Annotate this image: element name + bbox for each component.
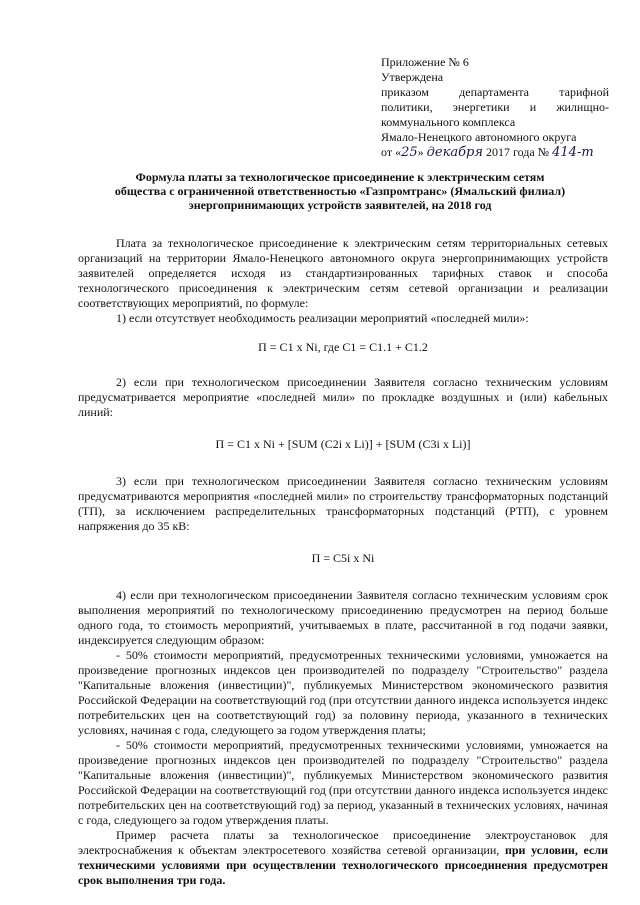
order-line-1: приказом департамента тарифной [381, 85, 609, 99]
date-prefix: от « [381, 145, 402, 159]
approved-label: Утверждена [381, 70, 444, 84]
case-1-paragraph: 1) если отсутствует необходимость реализации мероприятий «последней мили»: [116, 311, 529, 325]
date-mid: » [417, 145, 424, 159]
order-line-2: политики, энергетики и жилищно- [381, 100, 609, 114]
document-title [90, 170, 590, 212]
order-line-4: Ямало-Ненецкого автономного округа [381, 130, 577, 144]
order-date-line [381, 145, 609, 160]
example-paragraph [78, 828, 608, 888]
title-line-3: энергопринимающих устройств заявителей, на 2018 год [188, 198, 492, 212]
order-line-3: коммунального комплекса [381, 115, 516, 129]
example-text: Пример расчета платы за технологическое присоединение электроустановок для электроснабжения к объектам электросетевого хозяйства сетевой организации, [78, 828, 608, 857]
indexation-bullet-2: - 50% стоимости мероприятий, предусмотренных техническими условиями, умножается на произведение прогнозных индексов цен производителей по подразделу "Строительство" раздела "Капитальные вложения (инвестиции)", публикуемых Министерством экономического развития Российской Федерации на соответствующий год (при отсутствии данного индекса используется индекс потребительских цен на соответствующий год) за период, указанный в технических условиях, начиная с года, следующего за годом утверждения платы. [78, 738, 608, 827]
handwritten-day: 25 [401, 145, 418, 160]
approval-block [381, 55, 609, 160]
appendix-number: Приложение № 6 [381, 55, 469, 69]
date-year: 2017 года № [485, 145, 550, 159]
formula-1: П = С1 х Ni, где С1 = С1.1 + С1.2 [258, 340, 428, 354]
title-line-1: Формула платы за технологическое присоединение к электрическим сетям [135, 170, 545, 184]
handwritten-order-number: 414-т [552, 145, 594, 160]
case-4-paragraph: 4) если при технологическом присоединении Заявителя согласно техническим условиям срок выполнения мероприятий по технологическому присоединению предусмотрен на период больше одного года, то стоимость мероприятий, учитываемых в плате, рассчитанной в год подачи заявки, индексируется следующим образом: [78, 588, 608, 647]
document-body [78, 236, 608, 888]
example-bold-text: при условии, если техническими условиями при осуществлении технологического присоединения предусмотрен срок выполнения три года. [78, 843, 608, 887]
case-2-paragraph: 2) если при технологическом присоединении Заявителя согласно техническим условиям предусматривается мероприятие «последней мили» по прокладке воздушных и (или) кабельных линий: [78, 375, 608, 419]
formula-2: П = С1 х Ni + [SUM (С2i х Li)] + [SUM (С3i х Li)] [215, 437, 471, 451]
case-3-paragraph: 3) если при технологическом присоединении Заявителя согласно техническим условиям предусматриваются мероприятия «последней мили» по строительству трансформаторных подстанций (ТП), за исключением распределительных трансформаторных подстанций (РТП), с уровнем напряжения до 35 кВ: [78, 474, 608, 533]
handwritten-month: декабря [426, 145, 483, 160]
indexation-bullet-1: - 50% стоимости мероприятий, предусмотренных техническими условиями, умножается на произведение прогнозных индексов цен производителей по подразделу "Строительство" раздела "Капитальные вложения (инвестиции)", публикуемых Министерством экономического развития Российской Федерации на соответствующий год (при отсутствии данного индекса используется индекс потребительских цен на соответствующий год) за половину периода, указанного в технических условиях, начиная с года, следующего за годом утверждения платы; [78, 648, 608, 737]
intro-paragraph: Плата за технологическое присоединение к электрическим сетям территориальных сетевых организаций на территории Ямало-Ненецкого автономного округа энергопринимающих устройств заявителей определяется исходя из стандартизированных тарифных ставок и способа технологического присоединения к электрическим сетям сетевой организации и реализации соответствующих мероприятий, по формуле: [78, 236, 608, 310]
formula-3: П = С5i х Ni [311, 551, 375, 565]
title-line-2: общества с ограниченной ответственностью «Газпромтранс» (Ямальский филиал) [114, 184, 566, 198]
